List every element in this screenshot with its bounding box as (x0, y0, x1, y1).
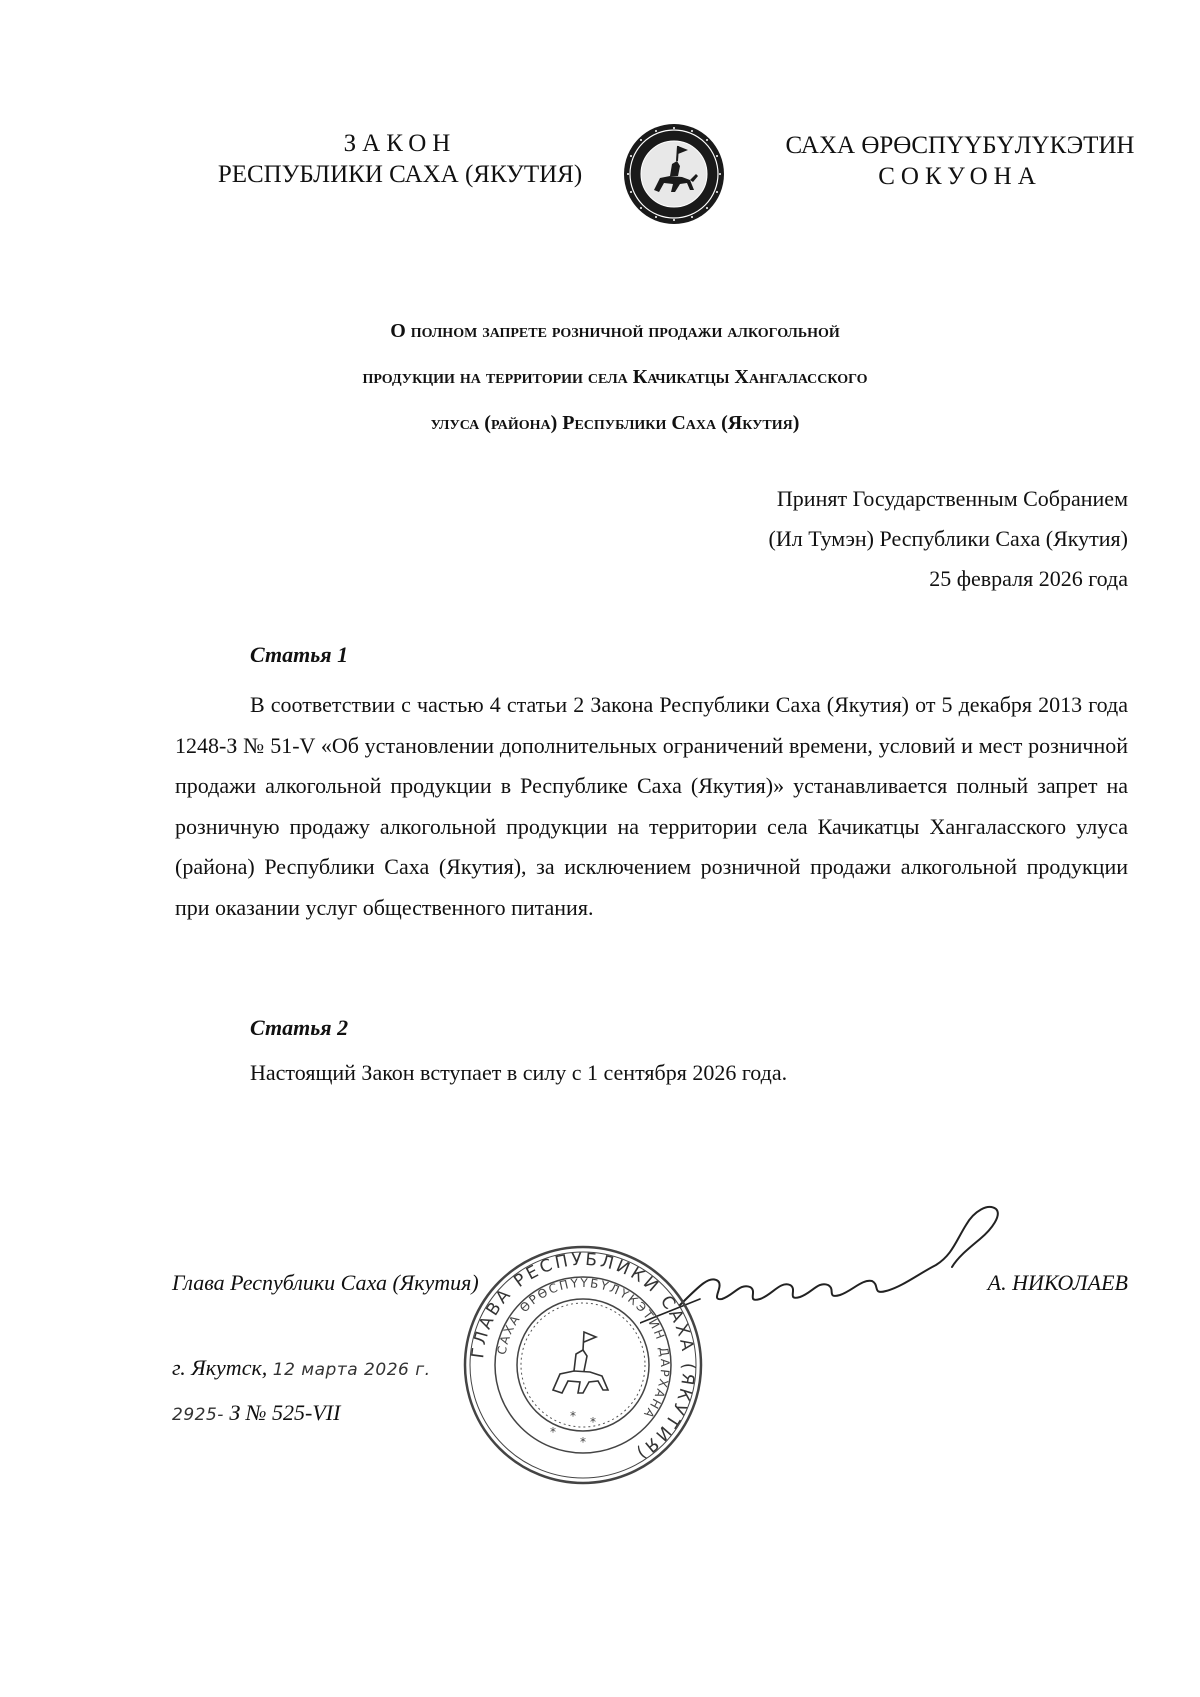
law-title-line2: продукции на территории села Качикатцы Хангаласского (362, 366, 868, 388)
signing-place-date (172, 1355, 431, 1381)
article2-text: Настоящий Закон вступает в силу с 1 сентября 2026 года. (250, 1060, 788, 1085)
adoption-info (769, 479, 1128, 599)
svg-text:*: * (580, 1435, 586, 1449)
law-number (172, 1400, 340, 1426)
coat-of-arms-emblem-icon (620, 120, 728, 228)
header-right-line1: САХА ӨРӨСПҮҮБҮЛҮКЭТИН (785, 132, 1135, 159)
adoption-line2: (Ил Тумэн) Республики Саха (Якутия) (768, 526, 1128, 551)
law-title-line3: улуса (района) Республики Саха (Якутия) (430, 412, 800, 434)
adoption-date: 25 февраля 2026 года (929, 566, 1128, 591)
article1-text (175, 685, 1128, 928)
header-left-line2: РЕСПУБЛИКИ САХА (ЯКУТИЯ) (217, 161, 583, 188)
svg-text:*: * (550, 1425, 556, 1439)
signatory-name: А. НИКОЛАЕВ (987, 1270, 1128, 1295)
seal-outer-text: ГЛАВА РЕСПУБЛИКИ САХА (ЯКУТИЯ) (468, 1249, 699, 1465)
article2-heading: Статья 2 (250, 1015, 349, 1040)
article1-text-content: В соответствии с частью 4 статьи 2 Закона Республики Саха (Якутия) от 5 декабря 2013 года 1248-З № 51-V «Об установлении дополнительных ограничений времени, условий и мест розничной продажи алкогольной продукции в Республике Саха (Якутия)» устанавливается полный запрет на розничную продажу алкогольной продукции на территории села Качикатцы Хангаласского улуса (района) Республики Саха (Якутия), за исключением розничной продажи алкогольной продукции при оказании услуг общественного питания. (175, 692, 1128, 920)
header-right-line2: СОКУОНА (878, 163, 1042, 190)
header-left-line1: ЗАКОН (343, 130, 457, 157)
svg-text:*: * (590, 1415, 596, 1429)
adoption-line1: Принят Государственным Собранием (776, 486, 1128, 511)
article1-heading: Статья 1 (250, 642, 349, 667)
svg-text:*: * (570, 1409, 576, 1423)
law-title (250, 308, 980, 446)
signatory-title: Глава Республики Саха (Якутия) (172, 1270, 479, 1295)
seal-inner-text: САХА ӨРӨСПҮҮБҮЛҮКЭТИН ДАРХАНА (494, 1275, 673, 1423)
header-left (190, 128, 610, 190)
official-round-seal-icon (458, 1240, 708, 1490)
signing-city: г. Якутск, (172, 1355, 268, 1380)
law-number-handwritten: 2925- (172, 1405, 224, 1425)
law-title-line1: О полном запрете розничной продажи алкогольной (390, 320, 840, 342)
signing-date-handwritten: 12 марта 2026 г. (272, 1360, 431, 1380)
header-right (760, 130, 1160, 192)
law-number-suffix: З № 525-VII (229, 1400, 341, 1425)
